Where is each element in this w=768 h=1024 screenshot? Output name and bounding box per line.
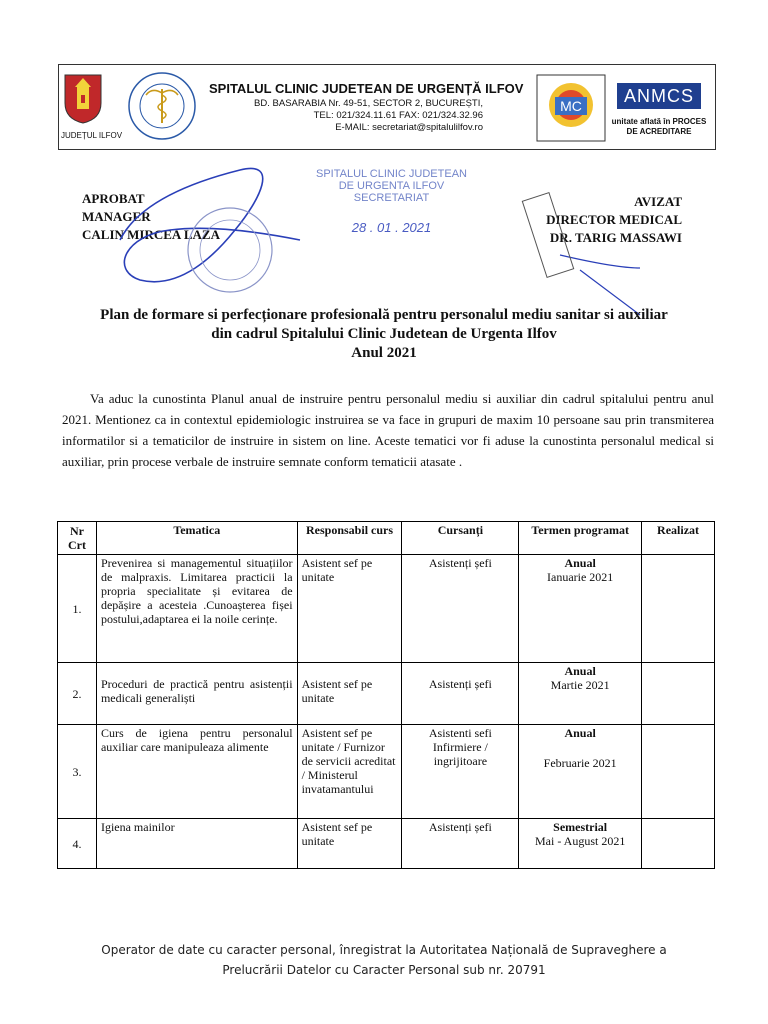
col-cursanti: Cursanți: [402, 522, 519, 555]
intro-paragraph: Va aduc la cunostinta Planul anual de instruire pentru personalul mediu si auxiliar din cadrul spitalului pentru anul 2021. Mentionez ca in contextul epidemiologic instruirea se va face in grupuri de maxim 10 persoane sau prin transmiterea informatilor si a tematicilor de instruire in sistem on line. Aceste tematici vor fi aduse la cunostinta personalul medical si auxiliar, prin procese verbale de instruire semnate conform tematicii atasate .: [62, 391, 714, 469]
endorsement-person: DR. TARIG MASSAWI: [549, 230, 682, 245]
approval-role: MANAGER: [82, 209, 151, 224]
endorsement-role: DIRECTOR MEDICAL: [546, 212, 682, 227]
email-line: E-MAIL: secretariat@spitalulilfov.ro: [335, 122, 483, 133]
table-row: [58, 819, 715, 869]
training-plan-table: [57, 521, 715, 869]
row-responsabil: Asistent sef pe unitate: [297, 555, 402, 663]
svg-text:MC: MC: [560, 98, 582, 114]
row-responsabil: Asistent sef pe unitate: [297, 819, 402, 869]
row-nr: 2.: [58, 663, 97, 725]
round-stamp: [188, 208, 272, 292]
hospital-name: SPITALUL CLINIC JUDETEAN DE URGENȚĂ ILFOV: [209, 81, 524, 96]
col-termen: Termen programat: [519, 522, 642, 555]
director-stamp: [522, 193, 573, 278]
phone-line: TEL: 021/324.11.61 FAX: 021/324.32.96: [313, 110, 483, 121]
col-nr: Nr Crt: [58, 522, 97, 555]
footer-note: Operator de date cu caracter personal, înregistrat la Autoritatea Națională de Supraveghere a Prelucrării Datelor cu Caracter Personal sub nr. 20791: [101, 943, 667, 977]
table-row: [58, 555, 715, 663]
endorsement-status: AVIZAT: [634, 194, 682, 209]
row-realizat: [642, 555, 715, 663]
row-tematica: Proceduri de practică pentru asistenții medicali generaliști: [96, 663, 297, 725]
col-realizat: Realizat: [642, 522, 715, 555]
row-tematica: Igiena mainilor: [96, 819, 297, 869]
address-line: BD. BASARABIA Nr. 49-51, SECTOR 2, BUCUREȘTI,: [254, 98, 483, 109]
row-cursanti: Asistenti sefi Infirmiere / ingrijitoare: [402, 725, 519, 819]
row-realizat: [642, 663, 715, 725]
row-termen: Semestrial Mai - August 2021: [519, 819, 642, 869]
table-header-row: [58, 522, 715, 555]
col-responsabil: Responsabil curs: [297, 522, 402, 555]
crest-caption: JUDEȚUL ILFOV: [61, 131, 123, 140]
row-responsabil: Asistent sef pe unitate: [297, 663, 402, 725]
plan-title: Plan de formare si perfecționare profesională pentru personalul mediu sanitar si auxiliar din cadrul Spitalului Clinic Judetean de Urgenta Ilfov Anul 2021: [100, 307, 668, 361]
row-tematica: Curs de igiena pentru personalul auxiliar care manipuleaza alimente: [96, 725, 297, 819]
approval-person: CALIN MIRCEA LAZA: [82, 227, 220, 242]
col-tematica: Tematica: [96, 522, 297, 555]
row-termen: Anual Februarie 2021: [519, 725, 642, 819]
table-row: [58, 725, 715, 819]
anmcs-caption: unitate aflată în PROCES DE ACREDITARE: [611, 117, 707, 136]
anmcs-logo: ANMCS: [617, 83, 701, 109]
table-row: [58, 663, 715, 725]
row-nr: 3.: [58, 725, 97, 819]
row-termen: Anual Ianuarie 2021: [519, 555, 642, 663]
row-tematica: Prevenirea si managementul situațiilor de malpraxis. Limitarea practicii la propria specialitate și evitarea de depășire a acesteia .Cunoașterea fișei postului,adaptarea ei la noile cerințe.: [96, 555, 297, 663]
row-responsabil: Asistent sef pe unitate / Furnizor de servicii acreditat / Ministerul invatamantului: [297, 725, 402, 819]
manager-signature: [120, 168, 300, 281]
row-cursanti: Asistenți șefi: [402, 663, 519, 725]
row-cursanti: Asistenți șefi: [402, 555, 519, 663]
approval-status: APROBAT: [82, 191, 145, 206]
row-termen: Anual Martie 2021: [519, 663, 642, 725]
row-realizat: [642, 819, 715, 869]
row-cursanti: Asistenți șefi: [402, 819, 519, 869]
registry-stamp: SPITALUL CLINIC JUDETEAN DE URGENTA ILFOV SECRETARIAT 28 . 01 . 2021: [316, 168, 467, 235]
row-nr: 1.: [58, 555, 97, 663]
row-realizat: [642, 725, 715, 819]
row-nr: 4.: [58, 819, 97, 869]
